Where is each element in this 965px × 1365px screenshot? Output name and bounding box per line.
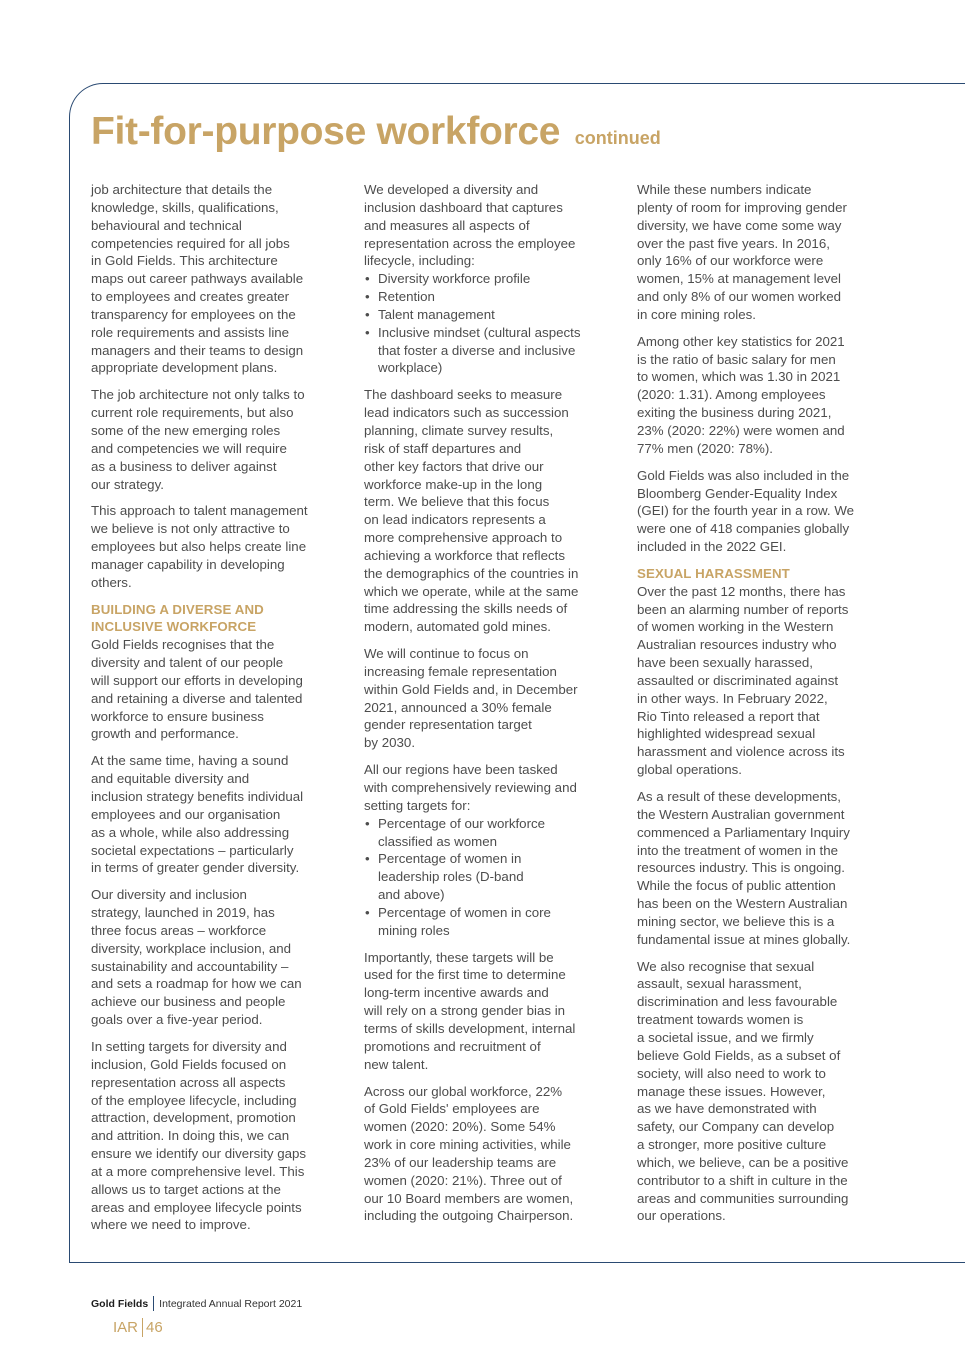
paragraph: In setting targets for diversity and inclusion, Gold Fields focused on representation across all aspects of the employee lifecycle, including attraction, development, promotion and attrition. In doing this, we can ensure we identify our diversity gaps at a more comprehensive level. This allows us to target actions at the areas and employee lifecycle points where we need to improve. bbox=[91, 1038, 307, 1233]
title-suffix: continued bbox=[574, 128, 661, 148]
page-number: 46 bbox=[146, 1319, 163, 1336]
bullet-list-dashboard bbox=[364, 270, 604, 377]
bullet-list-targets bbox=[364, 815, 604, 940]
paragraph: Gold Fields was also included in the Bloomberg Gender-Equality Index (GEI) for the fourth year in a row. We were one of 418 companies globally included in the 2022 GEI. bbox=[637, 467, 855, 555]
list-item: • Diversity workforce profile bbox=[364, 270, 604, 288]
column-3 bbox=[637, 181, 877, 1234]
paragraph: We will continue to focus on increasing female representation within Gold Fields and, in December 2021, announced a 30% female gender representation target by 2030. bbox=[364, 646, 578, 751]
footer-divider bbox=[153, 1296, 154, 1311]
list-item: • Retention bbox=[364, 288, 604, 306]
footer-company: Gold Fields bbox=[91, 1297, 149, 1310]
paragraph: While these numbers indicate plenty of room for improving gender diversity, we have come some way over the past five years. In 2016, only 16% of our workforce were women, 15% at management level and only 8% of our women worked in core mining roles. bbox=[637, 182, 847, 322]
paragraph: Importantly, these targets will be used for the first time to determine long-term incentive awards and will rely on a strong gender bias in terms of skills development, internal promotions and recruitment of new talent. bbox=[364, 949, 576, 1072]
paragraph: We also recognise that sexual assault, sexual harassment, discrimination and less favourable treatment towards women is a societal issue, and we firmly believe Gold Fields, as a subset of society, will also need to work to manage these issues. However, as we have demonstrated with safety, our Company can develop a stronger, more positive culture which, we believe, can be a positive contributor to a shift in culture in the areas and communities surrounding our operations. bbox=[637, 958, 849, 1224]
paragraph: We developed a diversity and inclusion dashboard that captures and measures all aspects of representation across the employee lifecycle, including: bbox=[364, 182, 576, 269]
paragraph: The job architecture not only talks to current role requirements, but also some of the new emerging roles and competencies we will require as a business to deliver against our strategy. bbox=[91, 387, 305, 492]
list-item: • Talent management bbox=[364, 306, 604, 324]
title-main: Fit-for-purpose workforce bbox=[91, 110, 561, 153]
column-1 bbox=[91, 181, 331, 1243]
paragraph: Over the past 12 months, there has been an alarming number of reports of women working in the Western Australian resources industry who have been sexually harassed, assaulted or discriminated against in other ways. In February 2022, Rio Tinto released a report that highlighted widespread sexual harassment and violence across its global operations. bbox=[637, 583, 849, 778]
list-item: • Percentage of women in core mining roles bbox=[364, 904, 604, 940]
paragraph: Among other key statistics for 2021 is the ratio of basic salary for men to women, which was 1.30 in 2021 (2020: 1.31). Among employees exiting the business during 2021, 23% (2020: 22%) were women and 77% men (2020: 78%). bbox=[637, 333, 845, 456]
paragraph: At the same time, having a sound and equitable diversity and inclusion strategy benefits individual employees and our organisation as a whole, while also addressing societal expectations – particularly in terms of greater gender diversity. bbox=[91, 753, 304, 876]
section-heading-sexual-harassment: SEXUAL HARASSMENT bbox=[637, 565, 790, 581]
footer-report-title: Integrated Annual Report 2021 bbox=[159, 1297, 303, 1310]
paragraph: Our diversity and inclusion strategy, launched in 2019, has three focus areas – workforce diversity, workplace inclusion, and sustainability and accountability – and sets a roadmap for how we can achieve our business and people goals over a five-year period. bbox=[91, 887, 302, 1028]
list-item: • Percentage of women in leadership roles (D-band and above) bbox=[364, 850, 604, 904]
paragraph: The dashboard seeks to measure lead indicators such as succession planning, climate survey results, risk of staff departures and other key factors that drive our workforce make-up in the long term. We believe that this focus on lead indicators represents a more comprehensive approach to achieving a workforce that reflects the demographics of the countries in which we operate, while at the same time addressing the skills needs of modern, automated gold mines. bbox=[364, 387, 579, 635]
paragraph: As a result of these developments, the Western Australian government commenced a Parliamentary Inquiry into the treatment of women in the resources industry. This is ongoing. While the focus of public attention has been on the Western Australian mining sector, we believe this is a fundamental issue at mines globally. bbox=[637, 789, 851, 947]
paragraph: job architecture that details the knowledge, skills, qualifications, behavioural and technical competencies required for all jobs in Gold Fields. This architecture maps out career pathways available to employees and creates greater transparency for employees on the role requirements and assists line managers and their teams to design appropriate development plans. bbox=[91, 182, 304, 376]
footer-brand bbox=[91, 1296, 302, 1311]
footer-page-divider bbox=[142, 1318, 143, 1337]
paragraph: This approach to talent management we believe is not only attractive to employees but also helps create line manager capability in developing others. bbox=[91, 503, 308, 590]
footer-section: IAR bbox=[113, 1319, 139, 1336]
footer-page-number bbox=[113, 1318, 163, 1337]
section-heading-diverse-workforce: BUILDING A DIVERSE AND INCLUSIVE WORKFORCE bbox=[91, 601, 264, 635]
page-title bbox=[91, 110, 661, 154]
list-item: • Inclusive mindset (cultural aspects that foster a diverse and inclusive workplace) bbox=[364, 324, 604, 378]
paragraph: All our regions have been tasked with comprehensively reviewing and setting targets for: bbox=[364, 762, 577, 813]
paragraph: Across our global workforce, 22% of Gold Fields' employees are women (2020: 20%). Some 54% work in core mining activities, while 23% of our leadership teams are women (2020: 21%). Three out of our 10 Board members are women, including the outgoing Chairperson. bbox=[364, 1083, 574, 1224]
list-item: • Percentage of our workforce classified as women bbox=[364, 815, 604, 851]
column-2 bbox=[364, 181, 604, 1234]
paragraph: Gold Fields recognises that the diversity and talent of our people will support our efforts in developing and retaining a diverse and talented workforce to ensure business growth and performance. bbox=[91, 637, 303, 742]
